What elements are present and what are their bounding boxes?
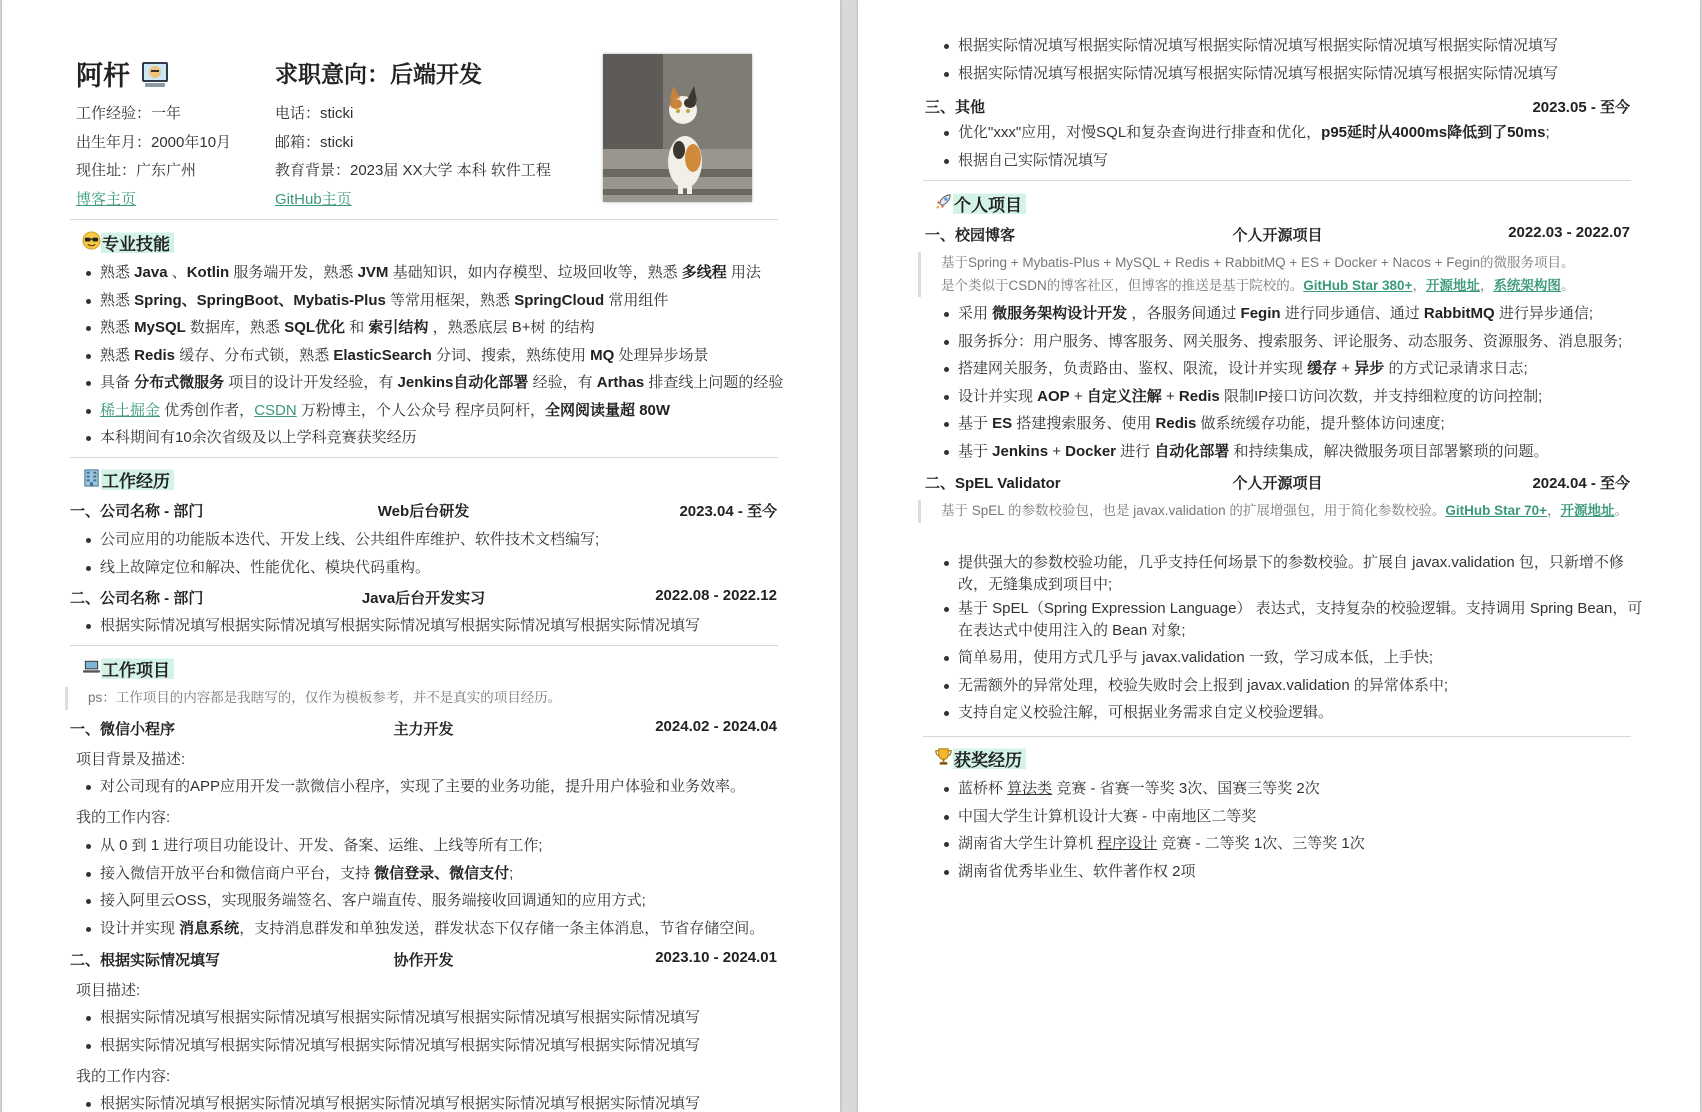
github-link[interactable]: GitHub主页 [275, 191, 352, 208]
entry-title: 一、校园博客 [925, 227, 1016, 244]
list-item: 基于 Jenkins + Docker 进行 自动化部署 和持续集成，解决微服务项目部署繁琐的问题。 [939, 438, 1622, 466]
personal-project-2-list [939, 549, 1644, 727]
list-item: 根据实际情况填写根据实际情况填写根据实际情况填写根据实际情况填写根据实际情况填写 [939, 32, 1558, 60]
blog-link[interactable]: 博客主页 [76, 191, 137, 208]
entry-date: 2022.08 - 2022.12 [655, 587, 777, 604]
project-work-label: 我的工作内容: [76, 1068, 171, 1085]
entry-title: 一、微信小程序 [70, 721, 176, 738]
phone: 电话：sticki [275, 105, 354, 122]
entry-role: Java后台开发实习 [361, 590, 486, 607]
list-item: 简单易用，使用方式几乎与 javax.validation 一致，学习成本低，上手快; [939, 644, 1644, 672]
list-item: 线上故障定位和解决、性能优化、模块代码重构。 [81, 554, 599, 582]
entry-date: 2024.04 - 至今 [1532, 475, 1630, 492]
juejin-link[interactable]: 稀土掘金 [100, 401, 161, 419]
divider [923, 736, 1631, 737]
project-bg-label: 项目背景及描述: [76, 751, 186, 768]
divider [70, 457, 778, 458]
architecture-link[interactable]: 系统架构图 [1493, 277, 1561, 293]
list-item: 优化"xxx"应用，对慢SQL和复杂查询进行排查和优化，p95延时从4000ms降低到了50ms; [939, 119, 1550, 147]
section-work-projects [81, 656, 174, 681]
divider [70, 219, 778, 220]
work-entry-2-list [81, 612, 700, 640]
job-intent: 求职意向：后端开发 [275, 61, 482, 87]
github-star-link[interactable]: GitHub Star 380+ [1303, 277, 1413, 293]
project-1-bg-list [81, 773, 745, 801]
section-skills [81, 230, 174, 255]
list-item: 根据实际情况填写根据实际情况填写根据实际情况填写根据实际情况填写根据实际情况填写 [81, 1004, 700, 1032]
profile-photo [603, 54, 752, 202]
entry-title: 二、根据实际情况填写 [70, 952, 221, 969]
work-entry-2-header [70, 587, 777, 608]
entry-date: 2024.02 - 2024.04 [655, 718, 777, 735]
divider [923, 180, 1631, 181]
work-entry-1-header [70, 500, 777, 521]
address: 现住址：广东广州 [76, 162, 197, 179]
project-desc-label: 项目描述: [76, 982, 141, 999]
list-item: 基于 SpEL（Spring Expression Language） 表达式，支持复杂的校验逻辑。支持调用 Spring Bean，可在表达式中使用注入的 Bean 对象; [939, 598, 1644, 641]
divider [70, 645, 778, 646]
list-item: 根据实际情况填写根据实际情况填写根据实际情况填写根据实际情况填写根据实际情况填写 [81, 612, 700, 640]
project-2-desc-list [81, 1004, 700, 1059]
list-item: 基于 ES 搭建搜索服务、使用 Redis 做系统缓存功能，提升整体访问速度; [939, 410, 1622, 438]
list-item: 湖南省大学生计算机 程序设计 竞赛 - 二等奖 1次、三等奖 1次 [939, 830, 1365, 858]
source-link[interactable]: 开源地址 [1560, 503, 1615, 518]
list-item: 接入阿里云OSS，实现服务端签名、客户端直传、服务端接收回调通知的应用方式; [81, 887, 764, 915]
list-item: 稀土掘金 优秀创作者，CSDN 万粉博主，个人公众号 程序员阿杆，全网阅读量超 80W [81, 397, 783, 425]
list-item: 服务拆分：用户服务、博客服务、网关服务、搜索服务、评论服务、动态服务、资源服务、消息服务; [939, 328, 1622, 356]
section-title: 工作经历 [101, 467, 174, 492]
list-item: 具备 分布式微服务 项目的设计开发经验，有 Jenkins自动化部署 经验，有 Arthas 排查线上问题的经验 [81, 369, 783, 397]
list-item: 根据实际情况填写根据实际情况填写根据实际情况填写根据实际情况填写根据实际情况填写 [81, 1032, 700, 1060]
resume-page-1 [2, 0, 840, 1112]
github-star-link[interactable]: GitHub Star 70+ [1445, 503, 1547, 518]
list-item: 无需额外的异常处理，校验失败时会上报到 javax.validation 的异常体系中; [939, 672, 1644, 700]
entry-title: 二、SpEL Validator [925, 475, 1061, 492]
list-item: 根据自己实际情况填写 [939, 147, 1550, 175]
list-item: 根据实际情况填写根据实际情况填写根据实际情况填写根据实际情况填写根据实际情况填写 [939, 60, 1558, 88]
list-item: 支持自定义校验注解，可根据业务需求自定义校验逻辑。 [939, 699, 1644, 727]
entry-role: Web后台研发 [377, 503, 470, 520]
section-work [81, 467, 174, 492]
work-projects-note: ps：工作项目的内容都是我瞎写的，仅作为模板参考，并不是真实的项目经历。 [65, 687, 788, 710]
list-item: 接入微信开放平台和微信商户平台，支持 微信登录、微信支付; [81, 860, 764, 888]
list-item: 熟悉 Spring、SpringBoot、Mybatis-Plus 等常用框架，熟悉 SpringCloud 常用组件 [81, 287, 783, 315]
list-item: 搭建网关服务，负责路由、鉴权、限流，设计并实现 缓存 + 异步 的方式记录请求日志; [939, 355, 1622, 383]
candidate-name [76, 54, 169, 95]
education: 教育背景：2023届 XX大学 本科 软件工程 [275, 162, 551, 179]
csdn-link[interactable]: CSDN [254, 401, 297, 419]
section-awards [933, 746, 1026, 771]
entry-title: 二、公司名称 - 部门 [70, 590, 204, 607]
project-work-label: 我的工作内容: [76, 809, 171, 826]
birth-date: 出生年月：2000年10月 [76, 134, 232, 151]
entry-date: 2023.05 - 至今 [1532, 99, 1630, 116]
name-text: 阿杆 [76, 61, 130, 91]
personal-project-2-header [925, 472, 1630, 493]
entry-role: 协作开发 [393, 952, 454, 969]
project-3-list [939, 119, 1550, 174]
list-item: 熟悉 Java 、Kotlin 服务端开发，熟悉 JVM 基础知识，如内存模型、垃圾回收等，熟悉 多线程 用法 [81, 259, 783, 287]
section-title: 获奖经历 [953, 746, 1026, 771]
entry-date: 2022.03 - 2022.07 [1508, 224, 1630, 241]
list-item: 蓝桥杯 算法类 竞赛 - 省赛一等奖 3次、国赛三等奖 2次 [939, 775, 1365, 803]
list-item: 采用 微服务架构设计开发 ，各服务间通过 Fegin 进行同步通信、通过 RabbitMQ 进行异步通信; [939, 300, 1622, 328]
list-item: 对公司现有的APP应用开发一款微信小程序，实现了主要的业务功能，提升用户体验和业务效率。 [81, 773, 745, 801]
entry-title: 三、其他 [925, 99, 986, 116]
project-2-header [70, 949, 777, 970]
list-item: 中国大学生计算机设计大赛 - 中南地区二等奖 [939, 803, 1365, 831]
list-item: 本科期间有10余次省级及以上学科竞赛获奖经历 [81, 424, 783, 452]
email: 邮箱：sticki [275, 134, 354, 151]
entry-title: 一、公司名称 - 部门 [70, 503, 204, 520]
list-item: 提供强大的参数校验功能，几乎支持任何场景下的参数校验。扩展自 javax.validation 包，只新增不修改，无缝集成到项目中; [939, 552, 1644, 595]
awards-list [939, 775, 1365, 885]
sunglasses-face-icon [81, 231, 101, 255]
computer-face-icon [141, 60, 169, 95]
work-experience: 工作经验：一年 [76, 105, 182, 122]
list-item: 设计并实现 消息系统，支持消息群发和单独发送，群发状态下仅存储一条主体消息，节省存储空间。 [81, 915, 764, 943]
entry-role: 个人开源项目 [1232, 227, 1323, 244]
resume-page-2 [858, 0, 1700, 1112]
trophy-icon [933, 747, 953, 771]
skills-list [81, 259, 783, 452]
section-title: 工作项目 [101, 656, 174, 681]
personal-project-1-summary: 基于Spring + Mybatis-Plus + MySQL + Redis + RabbitMQ + ES + Docker + Nacos + Fegin的微服务项目。 是个类似于CSDN的博客社区，但博客的推送是基于院校的。GitHub Star 380+，开源地址，系统架构图。 [918, 252, 1641, 297]
list-item: 设计并实现 AOP + 自定义注解 + Redis 限制IP接口访问次数，并支持细粒度的访问控制; [939, 383, 1622, 411]
project-1-work-list [81, 832, 764, 942]
list-item: 熟悉 Redis 缓存、分布式锁，熟悉 ElasticSearch 分词、搜索，熟练使用 MQ 处理异步场景 [81, 342, 783, 370]
list-item: 从 0 到 1 进行项目功能设计、开发、备案、运维、上线等所有工作; [81, 832, 764, 860]
section-title: 个人项目 [953, 191, 1026, 216]
entry-date: 2023.04 - 至今 [679, 503, 777, 520]
list-item: 湖南省优秀毕业生、软件著作权 2项 [939, 858, 1365, 886]
section-personal-projects [933, 191, 1026, 216]
personal-project-1-list [939, 300, 1622, 465]
project-1-header [70, 718, 777, 739]
list-item: 根据实际情况填写根据实际情况填写根据实际情况填写根据实际情况填写根据实际情况填写 [81, 1090, 700, 1112]
entry-role: 个人开源项目 [1232, 475, 1323, 492]
entry-role: 主力开发 [393, 721, 454, 738]
rocket-icon [933, 192, 953, 216]
list-item: 公司应用的功能版本迭代、开发上线、公共组件库维护、软件技术文档编写; [81, 526, 599, 554]
project-2-work-list-cont [939, 32, 1558, 87]
work-entry-1-list [81, 526, 599, 581]
section-title: 专业技能 [101, 230, 174, 255]
list-item: 熟悉 MySQL 数据库，熟悉 SQL优化 和 索引结构 ，熟悉底层 B+树 的结构 [81, 314, 783, 342]
source-link[interactable]: 开源地址 [1425, 277, 1480, 293]
laptop-icon [81, 657, 101, 681]
personal-project-1-header [925, 224, 1630, 245]
entry-date: 2023.10 - 2024.01 [655, 949, 777, 966]
project-2-work-list [81, 1090, 700, 1112]
project-3-header [925, 96, 1630, 117]
office-building-icon [81, 468, 101, 492]
personal-project-2-summary: 基于 SpEL 的参数校验包，也是 javax.validation 的扩展增强包，用于简化参数校验。GitHub Star 70+，开源地址。 [918, 500, 1638, 523]
